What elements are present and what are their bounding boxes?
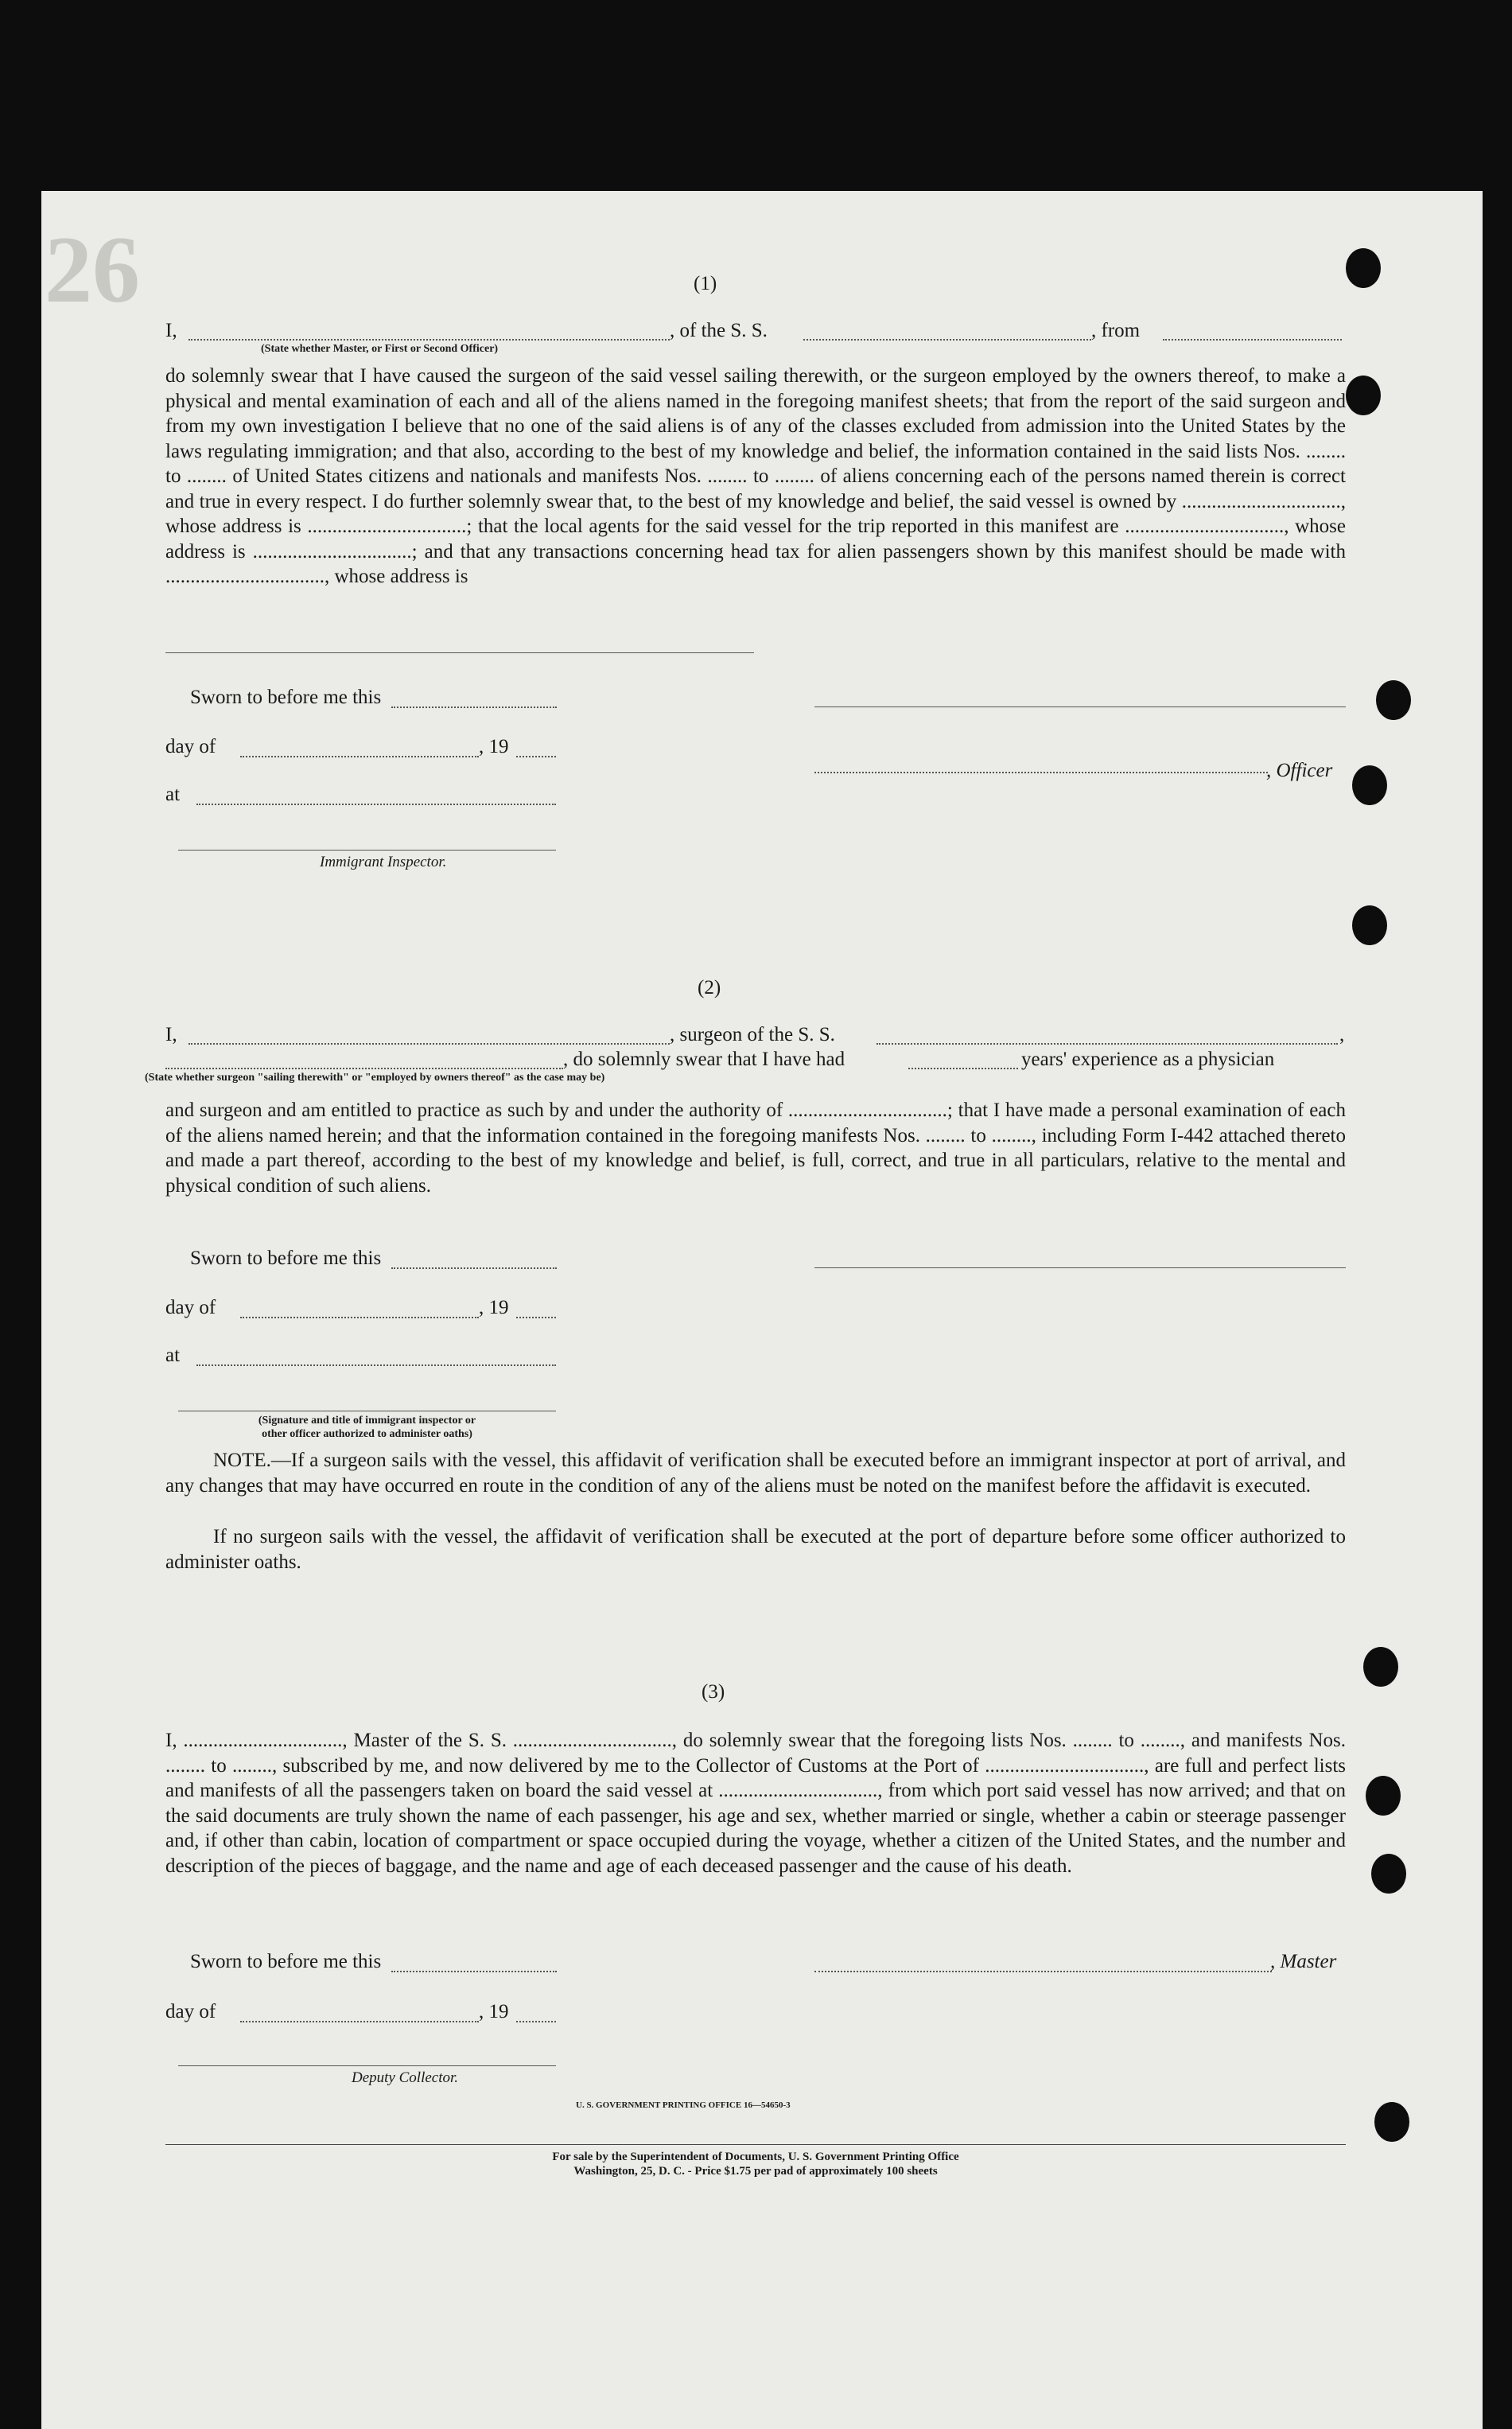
punch-hole	[1376, 680, 1411, 720]
deputy-collector-label: Deputy Collector.	[352, 2069, 459, 2086]
form-page	[41, 191, 1483, 2429]
footer-line-2: Washington, 25, D. C. - Price $1.75 per pad of approximately 100 sheets	[573, 2165, 938, 2178]
section-1-day-of: day of	[165, 736, 216, 757]
section-2-day-of: day of	[165, 1297, 216, 1318]
section-2-surgeon-note: (State whether surgeon "sailing therewith" or "employed by owners thereof" as the case may be)	[145, 1072, 605, 1084]
section-2-line2-years: years' experience as a physician	[1021, 1049, 1275, 1070]
section-1-year: , 19	[479, 736, 509, 757]
punch-hole	[1352, 905, 1387, 945]
section-2-line1-ss: , surgeon of the S. S.	[670, 1024, 835, 1045]
section-2-paragraph: and surgeon and am entitled to practice as such by and under the authority of ................................; that I have made a personal examination of each of the aliens named herein; and that the information contained in the foregoing manifests Nos. ........ to ........, including Form I-442 attached thereto and made a part thereof, according to the best of my knowledge and belief, is full, correct, and true in all particulars, relative to the mental and physical condition of such aliens.	[165, 1100, 1346, 1197]
section-2-year: , 19	[479, 1297, 509, 1318]
section-1-sworn: Sworn to before me this	[190, 687, 382, 708]
section-3-sworn: Sworn to before me this	[190, 1951, 382, 1972]
master-label: , Master	[1270, 1951, 1337, 1972]
section-1-number: (1)	[694, 273, 717, 294]
section-2-line2-swear: , do solemnly swear that I have had	[563, 1049, 845, 1070]
punch-hole	[1346, 248, 1381, 288]
immigrant-inspector-label: Immigrant Inspector.	[320, 854, 447, 870]
section-1-at: at	[165, 784, 181, 805]
punch-hole	[1346, 376, 1381, 415]
punch-hole	[1374, 2102, 1409, 2142]
punch-hole	[1366, 1776, 1401, 1816]
section-1-paragraph: do solemnly swear that I have caused the surgeon of the said vessel sailing therewith, or the surgeon employed by the owners thereof, to make a physical and mental examination of each and all of the aliens named in the foregoing manifest sheets; that from the report of the said surgeon and from my own investigation I believe that no one of the said aliens is of any of the classes excluded from admission into the United States by the laws regulating immigration; and that also, according to the best of my knowledge and belief, the information contained in the said lists Nos. ........ to ........ of United States citizens and nationals and manifests Nos. ........ to ........ of aliens concerning each of the persons named therein is correct and true in every respect. I do further solemnly swear that, to the best of my knowledge and belief, the said vessel is owned by ................................, whose address is ................................; that the local agents for the said vessel for the trip reported in this manifest are ................................, whose address is ................................; and that any transactions concerning head tax for alien passengers shown by this manifest should be made with ................................, whose address is	[165, 365, 1346, 587]
punch-hole	[1352, 765, 1387, 805]
section-1-line1-from: , from	[1091, 320, 1141, 341]
note-paragraph-1: NOTE.—If a surgeon sails with the vessel, this affidavit of verification shall be executed before an immigrant inspector at port of arrival, and any changes that may have occurred en route in the condition of any of the aliens must be noted on the manifest before the affidavit is executed.	[165, 1450, 1346, 1497]
signature-note-2: other officer authorized to administer oaths)	[262, 1428, 472, 1440]
section-2-sworn: Sworn to before me this	[190, 1248, 382, 1269]
section-2-at: at	[165, 1345, 181, 1366]
signature-note-1: (Signature and title of immigrant inspector or	[258, 1415, 476, 1427]
section-3-year: , 19	[479, 2001, 509, 2022]
section-3-paragraph: I, ................................, Master of the S. S. ................................, do solemnly swear that the foregoing lists Nos. ........ to ........, and manifests Nos. ........ to ........, subscribed by me, and now delivered by me to the Collector of Customs at the Port of ................................, are full and perfect lists and manifests of all the passengers taken on board the said vessel at ................................, from which port said vessel has now arrived; and that on the said documents are truly shown the name of each passenger, his age and sex, whether married or single, whether a cabin or steerage passenger and, if other than cabin, location of compartment or space occupied during the voyage, whether a citizen of the United States, and the number and description of the pieces of baggage, and the name and age of each deceased passenger and the cause of his death.	[165, 1730, 1346, 1877]
punch-hole	[1363, 1647, 1398, 1687]
page-number-stamp: 26	[45, 216, 140, 322]
section-3-day-of: day of	[165, 2001, 216, 2022]
section-1-line1-i: I,	[165, 320, 177, 341]
punch-hole	[1371, 1854, 1406, 1894]
footer-line-1: For sale by the Superintendent of Documents, U. S. Government Printing Office	[552, 2151, 959, 2163]
printer-line: U. S. GOVERNMENT PRINTING OFFICE 16—54650-3	[576, 2100, 791, 2110]
section-1-officer-note: (State whether Master, or First or Second Officer)	[261, 343, 499, 355]
section-2-number: (2)	[698, 977, 721, 998]
section-2-line1-comma: ,	[1339, 1024, 1345, 1045]
section-1-officer: , Officer	[1266, 760, 1333, 781]
section-2-line1-i: I,	[165, 1024, 177, 1045]
note-paragraph-2: If no surgeon sails with the vessel, the affidavit of verification shall be executed at the port of departure before some officer authorized to administer oaths.	[165, 1526, 1346, 1573]
section-1-line1-ss: , of the S. S.	[670, 320, 768, 341]
section-3-number: (3)	[702, 1681, 725, 1703]
